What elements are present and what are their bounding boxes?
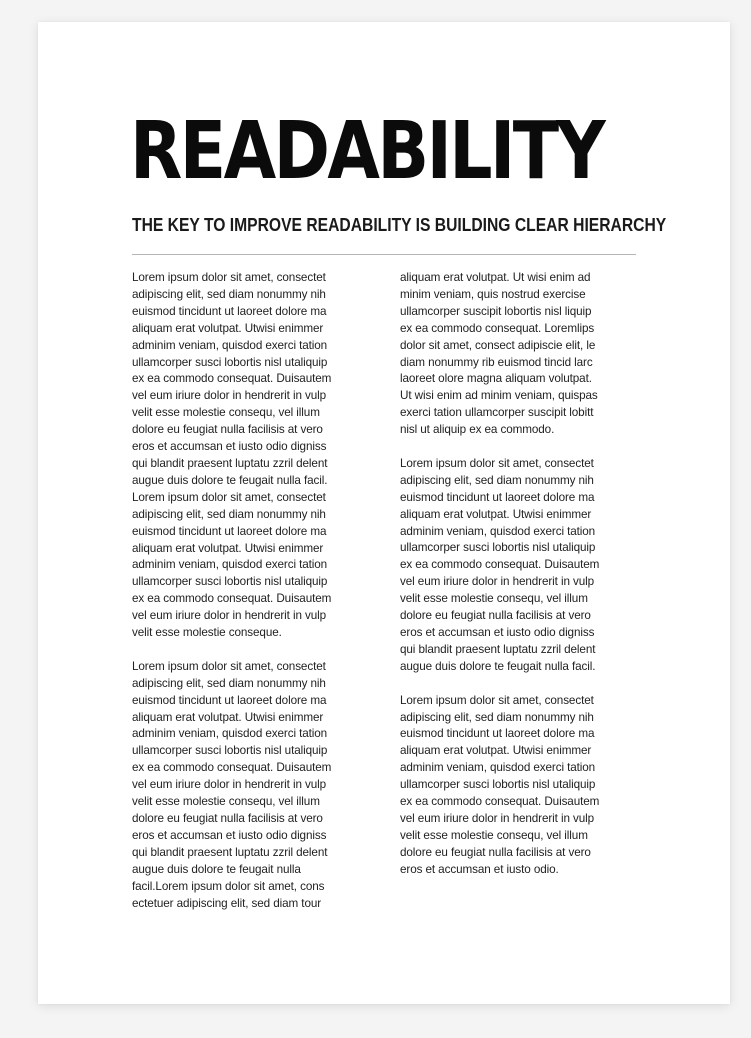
title-divider (132, 254, 636, 255)
body-paragraph: Lorem ipsum dolor sit amet, consectet adipiscing elit, sed diam nonummy nih euismod tincidunt ut laoreet dolore ma aliquam erat volutpat. Utwisi enimmer adminim veniam, quisdod exerci tation ullamcorper susci lobortis nisl utaliquip ex ea commodo consequat. Duisautem vel eum iriure dolor in hendrerit in vulp velit esse molestie consequ, vel illum dolore eu feugiat nulla facilisis at vero eros et accumsan et iusto odio digniss qui blandit praesent luptatu zzril delent augue duis dolore te feugait nulla facil.Lorem ipsum dolor sit amet, cons ectetuer adipiscing elit, sed diam tour (132, 659, 332, 910)
body-paragraph: aliquam erat volutpat. Ut wisi enim ad minim veniam, quis nostrud exercise ullamcorper suscipit lobortis nisl liquip ex ea commodo consequat. Loremlips dolor sit amet, consect adipiscie elit, le diam nonummy rib euismod tincid larc laoreet olore magna aliquam volutpat. Ut wisi enim ad minim veniam, quispas exerci tation ullamcorper suscipit lobitt nisl ut aliquip ex ea commodo. (400, 271, 598, 437)
body-paragraph: Lorem ipsum dolor sit amet, consectet adipiscing elit, sed diam nonummy nih euismod tincidunt ut laoreet dolore ma aliquam erat volutpat. Utwisi enimmer adminim veniam, quisdod exerci tation ullamcorper susci lobortis nisl utaliquip ex ea commodo consequat. Duisautem vel eum iriure dolor in hendrerit in vulp velit esse molestie consequ, vel illum dolore eu feugiat nulla facilisis at vero eros et accumsan et iusto odio. (400, 693, 600, 876)
page-title: READABILITY (130, 105, 604, 197)
body-paragraph: Lorem ipsum dolor sit amet, consectet adipiscing elit, sed diam nonummy nih euismod tincidunt ut laoreet dolore ma aliquam erat volutpat. Utwisi enimmer adminim veniam, quisdod exerci tation ullamcorper susci lobortis nisl utaliquip ex ea commodo consequat. Duisautem vel eum iriure dolor in hendrerit in vulp velit esse molestie consequ, vel illum dolore eu feugiat nulla facilisis at vero eros et accumsan et iusto odio digniss qui blandit praesent luptatu zzril delent augue duis dolore te feugait nulla facil. (400, 456, 600, 673)
poster-sheet (38, 22, 730, 1004)
text-column-right (400, 270, 640, 895)
page-subtitle: THE KEY TO IMPROVE READABILITY IS BUILDING CLEAR HIERARCHY (132, 215, 667, 235)
body-paragraph: Lorem ipsum dolor sit amet, consectet adipiscing elit, sed diam nonummy nih euismod tincidunt ut laoreet dolore ma aliquam erat volutpat. Utwisi enimmer adminim veniam, quisdod exerci tation ullamcorper susci lobortis nisl utaliquip ex ea commodo consequat. Duisautem vel eum iriure dolor in hendrerit in vulp velit esse molestie consequ, vel illum dolore eu feugiat nulla facilisis at vero eros et accumsan et iusto odio digniss qui blandit praesent luptatu zzril delent augue duis dolore te feugait nulla facil. Lorem ipsum dolor sit amet, consectet adipiscing elit, sed diam nonummy nih euismod tincidunt ut laoreet dolore ma aliquam erat volutpat. Utwisi enimmer adminim veniam, quisdod exerci tation ullamcorper susci lobortis nisl utaliquip ex ea commodo consequat. Duisautem vel eum iriure dolor in hendrerit in vulp velit esse molestie conseque. (132, 271, 332, 640)
text-column-left (132, 270, 372, 929)
